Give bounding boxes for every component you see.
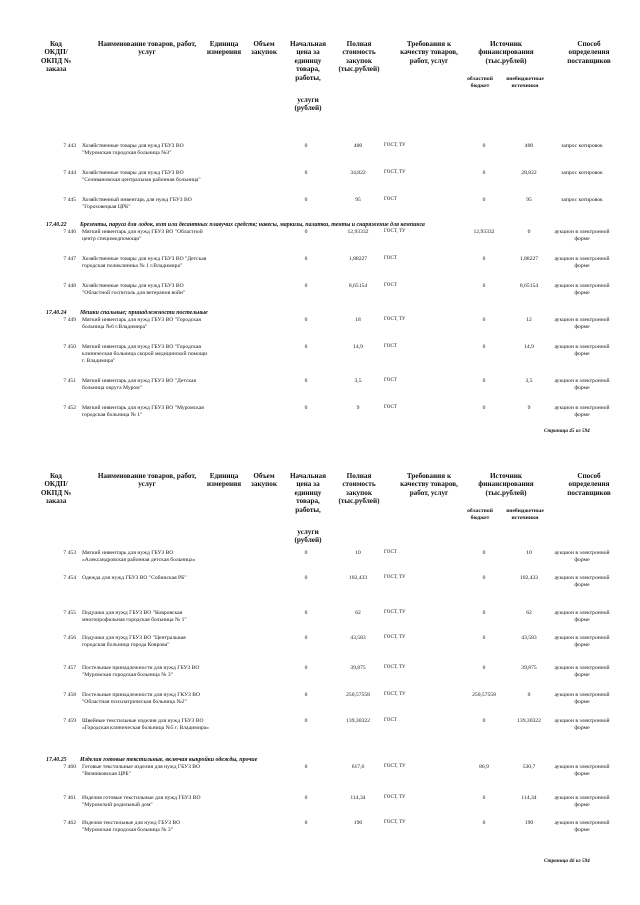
regional-budget: 0 — [482, 143, 486, 149]
header-unit: Единица измерения — [206, 40, 242, 57]
regional-budget: 0 — [482, 283, 486, 289]
header-source-regional: областной бюджет — [467, 508, 493, 521]
extra-budget: 28,822 — [521, 170, 537, 176]
extra-budget: 530,7 — [522, 764, 536, 770]
header-total: Полная стоимость закупок (тыс.рублей) — [338, 472, 380, 506]
unit-price: 0 — [304, 378, 308, 384]
header-volume: Объем закупок — [251, 40, 277, 57]
regional-budget: 6 — [482, 170, 486, 176]
quality-requirements: ГОСТ — [384, 344, 397, 349]
unit-price: 0 — [304, 344, 308, 350]
item-name: Хозяйственные товары для нужд ГБУЗ ВО "Областной госпиталь для ветеранов войн" — [82, 283, 186, 296]
quality-requirements: ГОСТ, ТУ — [384, 764, 406, 769]
total-cost: 62 — [355, 610, 361, 616]
header-name: Наименование товаров, работ, услуг — [97, 472, 197, 489]
item-name: Мягкий инвентарь для нужд ГБУЗ ВО "Областной центр специмедпомощи" — [82, 229, 203, 242]
header-total: Полная стоимость закупок (тыс.рублей) — [338, 40, 380, 74]
item-name: Хозяйственные товары для нужд ГБУЗ ВО "Детская городская поликлиника № 1 г.Владимира" — [82, 256, 207, 269]
procurement-method: аукцион в электронной форме — [554, 283, 610, 296]
extra-budget: 14,9 — [524, 344, 534, 350]
order-number: 7 462 — [63, 820, 76, 826]
quality-requirements: ГОСТ — [384, 197, 397, 202]
total-cost: 102,433 — [348, 575, 368, 581]
quality-requirements: ГОСТ, ТУ — [384, 229, 406, 234]
total-cost: 190 — [353, 820, 363, 826]
header-source-extra: внебюджетные источники — [506, 508, 544, 521]
regional-budget: 6 — [482, 317, 486, 323]
category-code: 17.40.24 — [46, 310, 67, 316]
total-cost: 617,6 — [351, 764, 365, 770]
unit-price: 0 — [304, 197, 308, 203]
regional-budget: 0 — [482, 344, 486, 350]
regional-budget: 0 — [482, 550, 486, 556]
procurement-method: аукцион в электронной форме — [554, 405, 610, 418]
category-title: Брезенты, паруса для лодок, яхт или десантных плавучих средств; навесы, маркизы, палатки, тенты и снаряжение для кемпинга — [80, 222, 425, 228]
item-name: Изделия текстильные для нужд ГБУЗ ВО "Муромская городская больница № 3" — [82, 820, 181, 833]
item-name: Постельные принадлежности для нужд ГКУЗ ВО "Областная психиатрическая больница №2" — [82, 692, 201, 705]
procurement-method: запрос котировок — [561, 143, 603, 149]
unit-price: 0 — [304, 635, 308, 641]
quality-requirements: ГОСТ, ТУ — [384, 635, 406, 640]
total-cost: 43,583 — [350, 635, 366, 641]
procurement-method: аукцион в электронной форме — [554, 575, 610, 588]
unit-price: 0 — [304, 283, 308, 289]
procurement-method: аукцион в электронной форме — [554, 550, 610, 563]
order-number: 7 447 — [63, 256, 76, 262]
header-name: Наименование товаров, работ, услуг — [97, 40, 197, 57]
extra-budget: 400 — [524, 143, 534, 149]
procurement-method: аукцион в электронной форме — [554, 820, 610, 833]
quality-requirements: ГОСТ — [384, 405, 397, 410]
order-number: 7 455 — [63, 610, 76, 616]
item-name: Мягкий инвентарь для нужд ГБУЗ ВО "Городская клиническая больница скорой медицинской помощи г. Владимира" — [82, 344, 208, 364]
order-number: 7 445 — [63, 197, 76, 203]
total-cost: 18 — [355, 317, 361, 323]
regional-budget: 250,57558 — [472, 692, 496, 698]
unit-price: 0 — [304, 795, 308, 801]
category-code: 17.40.25 — [46, 757, 67, 763]
total-cost: 400 — [353, 143, 363, 149]
document-page-46 — [0, 470, 640, 905]
unit-price: 0 — [304, 170, 308, 176]
extra-budget: 139,30322 — [517, 718, 541, 724]
header-requirements: Требования к качеству товаров, работ, услуг — [400, 40, 458, 65]
extra-budget: 12 — [526, 317, 532, 323]
header-source-regional: областной бюджет — [467, 76, 493, 89]
order-number: 7 448 — [63, 283, 76, 289]
procurement-method: аукцион в электронной форме — [554, 229, 610, 242]
total-cost: 95 — [355, 197, 361, 203]
total-cost: 10 — [355, 550, 361, 556]
header-source: Источник финансирования (тыс.рублей) — [478, 472, 534, 497]
total-cost: 12,93332 — [347, 229, 369, 235]
total-cost: 34,822 — [350, 170, 366, 176]
order-number: 7 454 — [63, 575, 76, 581]
header-price: Начальная цена за единицу товара, работы, — [289, 40, 327, 82]
procurement-method: аукцион в электронной форме — [554, 665, 610, 678]
unit-price: 0 — [304, 820, 308, 826]
item-name: Подушки для нужд ГБУЗ ВО "Ковровская многопрофильная городская больница № 1" — [82, 610, 187, 623]
quality-requirements: ГОСТ — [384, 550, 397, 555]
procurement-method: аукцион в электронной форме — [554, 256, 610, 269]
regional-budget: 0 — [482, 795, 486, 801]
extra-budget: 114,34 — [521, 795, 537, 801]
total-cost: 114,34 — [350, 795, 366, 801]
order-number: 7 450 — [63, 344, 76, 350]
unit-price: 0 — [304, 229, 308, 235]
unit-price: 0 — [304, 665, 308, 671]
regional-budget: 12,93332 — [473, 229, 495, 235]
header-volume: Объем закупок — [251, 472, 277, 489]
header-method: Способ определения поставщиков — [567, 40, 611, 65]
item-name: Хозяйственный инвентарь для нужд ГБУЗ ВО "Гороховецкая ЦРБ" — [82, 197, 192, 210]
header-code: Код ОКДП/ ОКПД № заказа — [40, 472, 72, 506]
regional-budget: 0 — [482, 405, 486, 411]
item-name: Одежда для нужд ГБУЗ ВО "Собинская РБ" — [82, 575, 187, 581]
procurement-method: аукцион в электронной форме — [554, 344, 610, 357]
header-unit: Единица измерения — [206, 472, 242, 489]
quality-requirements: ГОСТ, ТУ — [384, 610, 406, 615]
extra-budget: 190 — [524, 820, 534, 826]
quality-requirements: ГОСТ, ТУ — [384, 795, 406, 800]
total-cost: 9 — [356, 405, 360, 411]
total-cost: 3,5 — [354, 378, 362, 384]
category-code: 17.40.22 — [46, 222, 67, 228]
order-number: 7 449 — [63, 317, 76, 323]
regional-budget: 0 — [482, 378, 486, 384]
procurement-method: аукцион в электронной форме — [554, 317, 610, 330]
regional-budget: 0 — [482, 665, 486, 671]
header-code: Код ОКДП/ ОКПД № заказа — [40, 40, 72, 74]
procurement-method: запрос котировок — [561, 170, 603, 176]
category-title: Мешки спальные; принадлежности постельные — [80, 310, 208, 316]
quality-requirements: ГОСТ, ТУ — [384, 665, 406, 670]
item-name: Мягкий инвентарь для нужд ГБУЗ ВО "Городская больница №6 г.Владимира" — [82, 317, 201, 330]
unit-price: 0 — [304, 610, 308, 616]
page-number: Страница 46 из 594 — [544, 858, 590, 864]
extra-budget: 62 — [526, 610, 532, 616]
quality-requirements: ГОСТ, ТУ — [384, 170, 406, 175]
unit-price: 0 — [304, 575, 308, 581]
header-source: Источник финансирования (тыс.рублей) — [478, 40, 534, 65]
order-number: 7 457 — [63, 665, 76, 671]
regional-budget: 0 — [482, 820, 486, 826]
regional-budget: 0 — [482, 610, 486, 616]
header-price: Начальная цена за единицу товара, работы, — [289, 472, 327, 514]
procurement-method: аукцион в электронной форме — [554, 692, 610, 705]
item-name: Мягкий инвентарь для нужд ГБУЗ ВО «Александровская районная детская больница» — [82, 550, 196, 563]
regional-budget: 0 — [482, 197, 486, 203]
procurement-method: аукцион в электронной форме — [554, 378, 610, 391]
quality-requirements: ГОСТ, ТУ — [384, 143, 406, 148]
order-number: 7 458 — [63, 692, 76, 698]
regional-budget: 0 — [482, 256, 486, 262]
header-requirements: Требования к качеству товаров, работ, услуг — [400, 472, 458, 497]
procurement-method: аукцион в электронной форме — [554, 764, 610, 777]
procurement-method: аукцион в электронной форме — [554, 718, 610, 731]
quality-requirements: ГОСТ, ТУ — [384, 692, 406, 697]
order-number: 7 443 — [63, 143, 76, 149]
regional-budget: 0 — [482, 718, 486, 724]
extra-budget: 0 — [527, 229, 531, 235]
extra-budget: 10 — [526, 550, 532, 556]
total-cost: 39,875 — [350, 665, 366, 671]
extra-budget: 43,583 — [521, 635, 537, 641]
total-cost: 8,65154 — [348, 283, 368, 289]
extra-budget: 9 — [527, 405, 531, 411]
extra-budget: 8,65154 — [519, 283, 539, 289]
order-number: 7 461 — [63, 795, 76, 801]
extra-budget: 102,433 — [519, 575, 539, 581]
item-name: Мягкий инвентарь для нужд ГБУЗ ВО "Детская больница округа Муром" — [82, 378, 197, 391]
extra-budget: 39,875 — [521, 665, 537, 671]
unit-price: 0 — [304, 764, 308, 770]
quality-requirements: ГОСТ — [384, 256, 397, 261]
item-name: Постельные принадлежности для нужд ГБУЗ ВО "Муромская городская больница № 3" — [82, 665, 200, 678]
procurement-method: аукцион в электронной форме — [554, 610, 610, 623]
extra-budget: 0 — [527, 692, 531, 698]
total-cost: 139,30322 — [346, 718, 370, 724]
unit-price: 0 — [304, 718, 308, 724]
item-name: Швейные текстильные изделия для нужд ГБУЗ ВО «Городская клиническая больница №5 г. Владимира» — [82, 718, 209, 731]
regional-budget: 0 — [482, 575, 486, 581]
order-number: 7 459 — [63, 718, 76, 724]
header-price-services: услуги (рублей) — [294, 528, 322, 545]
order-number: 7 444 — [63, 170, 76, 176]
total-cost: 250,57558 — [346, 692, 370, 698]
total-cost: 14,9 — [353, 344, 363, 350]
extra-budget: 3,5 — [525, 378, 533, 384]
quality-requirements: ГОСТ, ТУ — [384, 575, 406, 580]
order-number: 7 446 — [63, 229, 76, 235]
order-number: 7 453 — [63, 550, 76, 556]
quality-requirements: ГОСТ, ТУ — [384, 820, 406, 825]
total-cost: 1,88227 — [348, 256, 368, 262]
item-name: Готовые текстильные изделия для нужд ГБУЗ ВО "Вязниковская ЦРБ" — [82, 764, 201, 777]
page-number: Страница 45 из 594 — [544, 428, 590, 434]
header-source-extra: внебюджетные источники — [506, 76, 544, 89]
quality-requirements: ГОСТ, ТУ — [384, 317, 406, 322]
order-number: 7 460 — [63, 764, 76, 770]
regional-budget: 0 — [482, 635, 486, 641]
quality-requirements: ГОСТ — [384, 718, 397, 723]
order-number: 7 452 — [63, 405, 76, 411]
category-title: Изделия готовые текстильные, включая выкройки одежды, прочие — [80, 757, 258, 763]
item-name: Хозяйственные товары для нужд ГБУЗ ВО "Селивановская центральная районная больница" — [82, 170, 201, 183]
unit-price: 0 — [304, 692, 308, 698]
item-name: Изделия готовые текстильные для нужд ГБУЗ ВО "Муромский родильный дом" — [82, 795, 201, 808]
header-price-services: услуги (рублей) — [294, 96, 322, 113]
unit-price: 0 — [304, 550, 308, 556]
order-number: 7 451 — [63, 378, 76, 384]
item-name: Мягкий инвентарь для нужд ГБУЗ ВО "Муромская городская больница № 1" — [82, 405, 204, 418]
procurement-method: запрос котировок — [561, 197, 603, 203]
extra-budget: 1,88227 — [519, 256, 539, 262]
procurement-method: аукцион в электронной форме — [554, 635, 610, 648]
procurement-method: аукцион в электронной форме — [554, 795, 610, 808]
document-page-45 — [0, 0, 640, 440]
unit-price: 0 — [304, 143, 308, 149]
order-number: 7 456 — [63, 635, 76, 641]
unit-price: 0 — [304, 256, 308, 262]
regional-budget: 86,9 — [479, 764, 489, 770]
quality-requirements: ГОСТ — [384, 378, 397, 383]
item-name: Подушки для нужд ГБУЗ ВО "Центральная городская больница города Коврова" — [82, 635, 186, 648]
header-method: Способ определения поставщиков — [567, 472, 611, 497]
item-name: Хозяйственные товары для нужд ГБУЗ ВО "Муромская городская больница №3" — [82, 143, 184, 156]
quality-requirements: ГОСТ — [384, 283, 397, 288]
unit-price: 0 — [304, 317, 308, 323]
extra-budget: 95 — [526, 197, 532, 203]
unit-price: 0 — [304, 405, 308, 411]
